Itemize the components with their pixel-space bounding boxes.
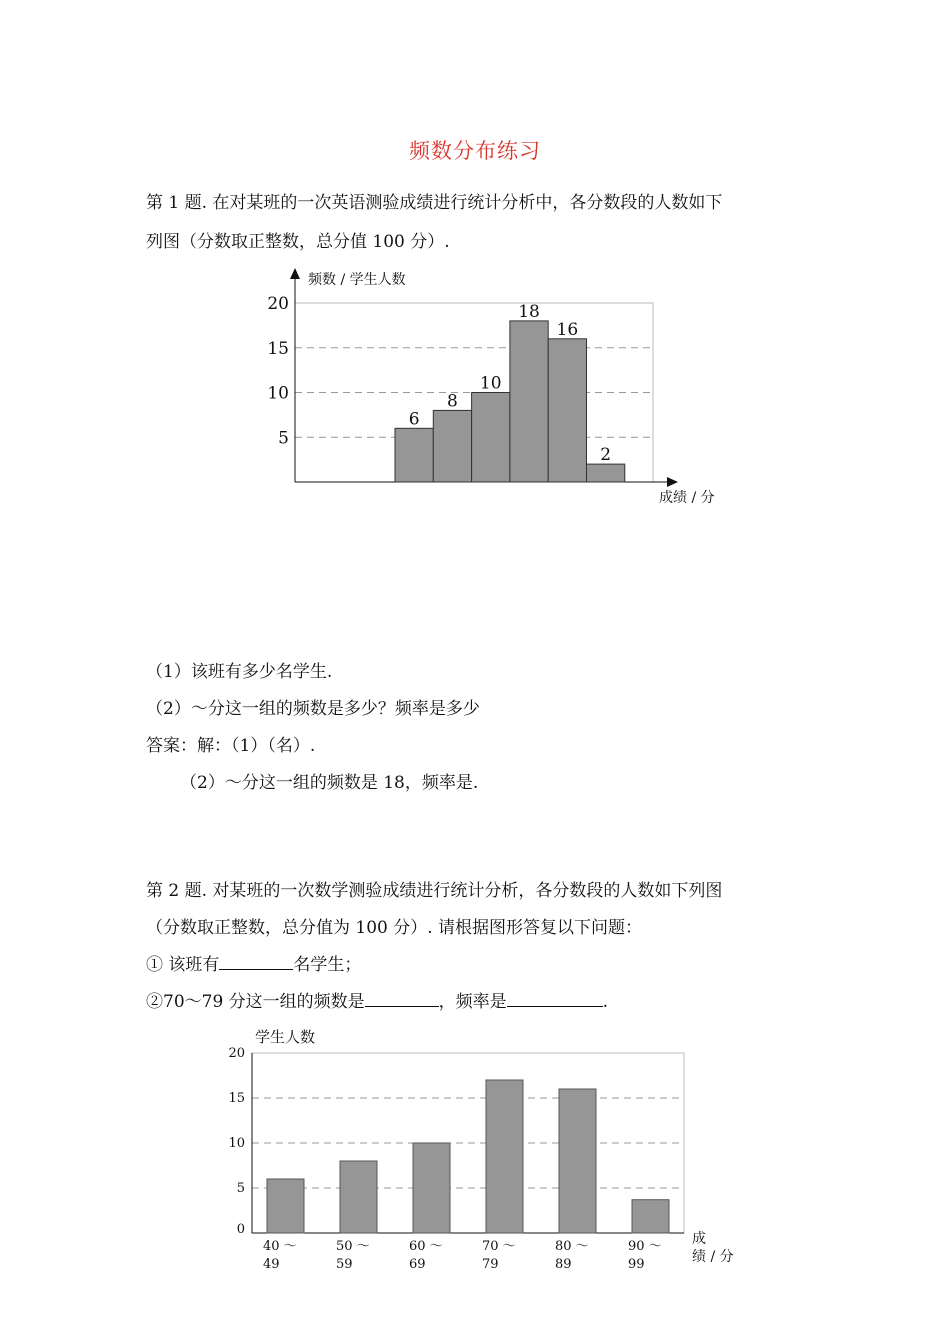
chart1-bar-label: 8: [447, 391, 458, 412]
q2-item1: [146, 950, 361, 975]
chart1-bar-label: 2: [600, 445, 612, 466]
chart2-bar: [559, 1089, 596, 1233]
chart1-bar: [587, 464, 625, 482]
q1-answer-line2: （2）～分这一组的频数是 18，频率是.: [180, 773, 479, 793]
chart2-ylabel: 学生人数: [255, 1028, 316, 1046]
chart1-ytick-label: 15: [267, 338, 289, 359]
chart1-ytick-label: 5: [278, 428, 289, 449]
chart1-bar: [433, 410, 471, 482]
chart2-ytick-label: 10: [228, 1136, 245, 1151]
chart2-bar: [632, 1200, 669, 1233]
chart2-bar: [340, 1161, 377, 1233]
chart1-histogram: [0, 0, 950, 580]
answer-blank-3[interactable]: [507, 988, 603, 1007]
chart2-xlabel-line2: 绩 / 分: [692, 1249, 734, 1265]
chart2-category-label-top: 90 ～: [628, 1239, 662, 1254]
chart1-bar-label: 6: [408, 409, 420, 430]
chart1-bar: [510, 321, 548, 482]
chart2-category-label-bottom: 99: [628, 1257, 645, 1272]
q1-sub2: （2）～分这一组的频数是多少？频率是多少: [146, 699, 480, 719]
chart2-category-label-top: 40 ～: [263, 1239, 297, 1254]
chart2-ytick-label: 20: [228, 1046, 245, 1061]
chart2-category-label-top: 60 ～: [409, 1239, 443, 1254]
chart2-bar-chart: [0, 1020, 950, 1320]
chart2-category-label-top: 70 ～: [482, 1239, 516, 1254]
chart2-category-label-bottom: 89: [555, 1257, 572, 1272]
chart2-xlabel-line1: 成: [692, 1231, 706, 1247]
q2-text-line2: （分数取正整数，总分值为 100 分）. 请根据图形答复以下问题：: [146, 918, 643, 938]
chart2-bar: [486, 1080, 523, 1233]
q1-sub1: （1）该班有多少名学生.: [146, 662, 333, 682]
q2-item2: [146, 987, 608, 1012]
chart1-ytick-label: 20: [267, 294, 289, 314]
q2-text-line1: 第 2 题. 对某班的一次数学测验成绩进行统计分析，各分数段的人数如下列图: [146, 881, 723, 901]
chart1-bar: [472, 393, 510, 483]
chart1-bar-label: 18: [518, 301, 540, 322]
page-title: 频数分布练习: [409, 139, 541, 163]
chart2-category-label-bottom: 49: [263, 1257, 280, 1272]
chart2-ytick-label: 5: [236, 1181, 245, 1196]
q1-text-line2: 列图（分数取正整数，总分值 100 分）.: [146, 232, 450, 252]
chart1-x-arrow: [667, 477, 678, 487]
chart1-bar: [548, 339, 586, 482]
q2-item2-pre: ②70～79 分这一组的频数是: [146, 992, 365, 1012]
chart1-ytick-label: 10: [267, 383, 289, 404]
chart2-category-label-top: 50 ～: [336, 1239, 370, 1254]
chart1-bar-label: 16: [556, 319, 579, 340]
chart2-category-label-top: 80 ～: [555, 1239, 589, 1254]
q1-text-line1: 第 1 题. 在对某班的一次英语测验成绩进行统计分析中，各分数段的人数如下: [146, 193, 723, 213]
chart2-category-label-bottom: 79: [482, 1257, 499, 1272]
chart2-bar: [267, 1179, 304, 1233]
chart2-ytick-label: 0: [236, 1222, 245, 1237]
q2-item2-mid: ，频率是: [438, 992, 507, 1012]
chart2-category-label-bottom: 69: [409, 1257, 426, 1272]
chart2-category-label-bottom: 59: [336, 1257, 353, 1272]
q2-item1-post: 名学生；: [293, 955, 362, 975]
q1-answer-line1: 答案：解：（1）（名）.: [146, 736, 316, 756]
chart1-xlabel: 成绩 / 分: [659, 490, 715, 506]
answer-blank-1[interactable]: [219, 951, 293, 970]
chart1-bar-label: 10: [479, 373, 502, 394]
chart1-ylabel: 频数 / 学生人数: [308, 272, 406, 288]
chart1-bar: [395, 428, 433, 482]
answer-blank-2[interactable]: [365, 988, 439, 1007]
q2-item2-post: .: [602, 992, 609, 1012]
chart1-y-arrow: [290, 268, 300, 279]
q2-item1-pre: ① 该班有: [146, 955, 220, 975]
chart2-bar: [413, 1143, 450, 1233]
chart2-ytick-label: 15: [228, 1091, 245, 1106]
